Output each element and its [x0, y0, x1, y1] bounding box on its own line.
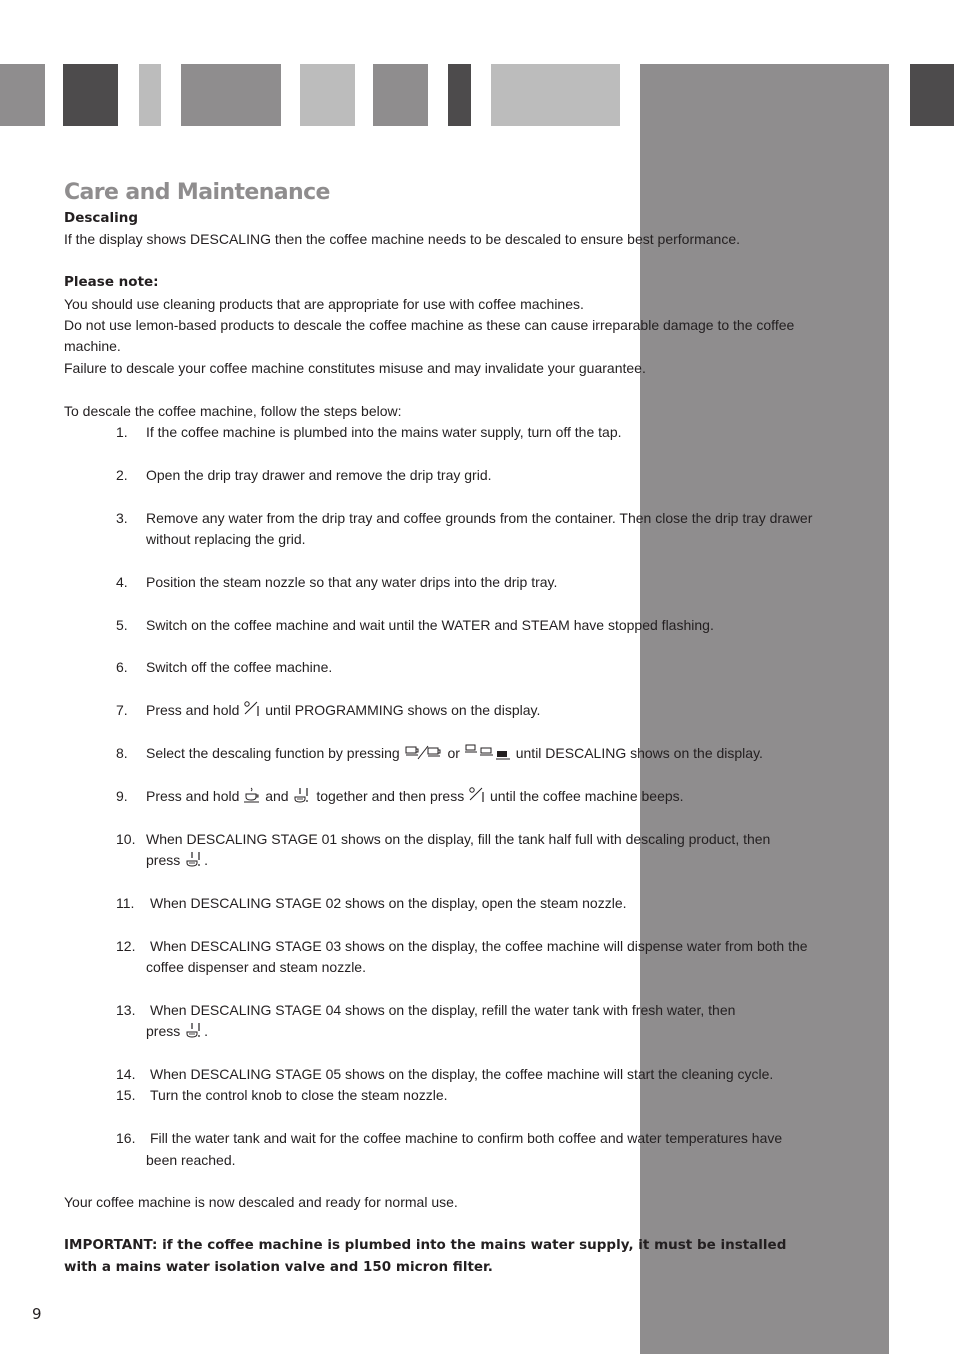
step-item — [64, 936, 824, 979]
page-title: Care and Maintenance — [64, 180, 330, 205]
water-tap-icon — [184, 851, 204, 867]
step-text: Switch off the coffee machine. — [146, 659, 333, 676]
cups-up-icon — [464, 744, 512, 760]
cup-steam-icon — [243, 787, 261, 803]
step-item — [64, 465, 824, 486]
step-number: 3. — [116, 509, 128, 526]
step-item — [64, 508, 824, 551]
cups-down-icon — [404, 744, 444, 760]
header-bar — [373, 64, 428, 126]
step-text: Switch on the coffee machine and wait until the WATER and STEAM have stopped flashing. — [146, 616, 714, 633]
step-text: When DESCALING STAGE 02 shows on the display, open the steam nozzle. — [150, 894, 627, 911]
step-text: press — [146, 1023, 185, 1040]
program-icon — [243, 701, 261, 717]
step-item — [64, 743, 824, 764]
step-text: until DESCALING shows on the display. — [515, 745, 763, 762]
step-text: Turn the control knob to close the steam nozzle. — [150, 1087, 448, 1104]
step-text: together and then press — [316, 787, 469, 804]
step-item — [64, 422, 824, 443]
note-line: Do not use lemon-based products to descale the coffee machine as these can cause irreparable damage to the coffee machine. — [64, 317, 795, 355]
step-item — [64, 829, 824, 872]
step-number: 10. — [116, 830, 136, 847]
step-text: Press and hold — [146, 702, 244, 719]
step-text: until PROGRAMMING shows on the display. — [265, 702, 541, 719]
header-bar — [181, 64, 281, 126]
header-bar — [139, 64, 161, 126]
step-item — [64, 1128, 824, 1171]
step-text: Press and hold — [146, 787, 244, 804]
step-text: . — [204, 1023, 209, 1040]
step-number: 7. — [116, 702, 128, 719]
step-item — [64, 700, 824, 721]
step-item — [64, 1085, 824, 1106]
step-number: 8. — [116, 745, 128, 762]
note-line: Failure to descale your coffee machine constitutes misuse and may invalidate your guarantee. — [64, 359, 646, 376]
step-text: until the coffee machine beeps. — [490, 787, 684, 804]
step-text: or — [447, 745, 464, 762]
step-text: If the coffee machine is plumbed into the mains water supply, turn off the tap. — [146, 424, 622, 441]
program-icon — [468, 787, 486, 803]
header-bar — [491, 64, 620, 126]
step-item — [64, 657, 824, 678]
step-item — [64, 1064, 824, 1085]
step-number: 12. — [116, 937, 136, 954]
step-item — [64, 1000, 824, 1043]
closing-text: Your coffee machine is now descaled and ready for normal use. — [64, 1194, 458, 1211]
step-text: been reached. — [146, 1151, 236, 1168]
header-bar — [910, 64, 954, 126]
step-item — [64, 615, 824, 636]
document-body — [64, 178, 824, 1278]
step-text: Remove any water from the drip tray and coffee grounds from the container. Then close the drip tray drawer without replacing the grid. — [146, 509, 813, 548]
step-item — [64, 786, 824, 807]
section-subtitle: Descaling — [64, 210, 139, 226]
note-title: Please note: — [64, 274, 159, 291]
step-number: 14. — [116, 1066, 136, 1083]
step-number: 13. — [116, 1001, 136, 1018]
page-number: 9 — [32, 1305, 42, 1323]
step-number: 2. — [116, 466, 128, 483]
step-number: 15. — [116, 1087, 136, 1104]
step-text: . — [204, 852, 209, 869]
step-text: When DESCALING STAGE 04 shows on the display, refill the water tank with fresh water, then — [150, 1001, 736, 1018]
step-text: When DESCALING STAGE 05 shows on the display, the coffee machine will start the cleaning cycle. — [150, 1066, 774, 1083]
steps-intro: To descale the coffee machine, follow the steps below: — [64, 402, 402, 419]
water-tap-icon — [292, 787, 312, 803]
note-line: You should use cleaning products that are appropriate for use with coffee machines. — [64, 295, 584, 312]
step-text: Position the steam nozzle so that any water drips into the drip tray. — [146, 573, 558, 590]
step-item — [64, 893, 824, 914]
header-bar — [448, 64, 471, 126]
step-number: 9. — [116, 787, 128, 804]
step-text: Select the descaling function by pressing — [146, 745, 404, 762]
important-notice: IMPORTANT: if the coffee machine is plumbed into the mains water supply, it must be installed with a mains water isolation valve and 150 micron filter. — [64, 1237, 787, 1275]
step-number: 16. — [116, 1130, 136, 1147]
header-bar — [63, 64, 118, 126]
intro-text: If the display shows DESCALING then the coffee machine needs to be descaled to ensure best performance. — [64, 231, 741, 248]
step-text: When DESCALING STAGE 01 shows on the display, fill the tank half full with descaling product, then — [146, 830, 771, 847]
header-bar — [300, 64, 355, 126]
step-text: When DESCALING STAGE 03 shows on the display, the coffee machine will dispense water from both the — [150, 937, 808, 954]
header-bar — [0, 64, 45, 126]
step-number: 5. — [116, 616, 128, 633]
step-text: press — [146, 852, 185, 869]
step-text: and — [265, 787, 293, 804]
step-text: Fill the water tank and wait for the coffee machine to confirm both coffee and water temperatures have — [150, 1130, 783, 1147]
step-number: 4. — [116, 573, 128, 590]
step-number: 11. — [116, 894, 135, 911]
step-text: Open the drip tray drawer and remove the drip tray grid. — [146, 466, 492, 483]
step-item — [64, 572, 824, 593]
step-text: coffee dispenser and steam nozzle. — [146, 959, 366, 976]
step-number: 6. — [116, 659, 128, 676]
step-number: 1. — [116, 424, 128, 441]
water-tap-icon — [184, 1022, 204, 1038]
